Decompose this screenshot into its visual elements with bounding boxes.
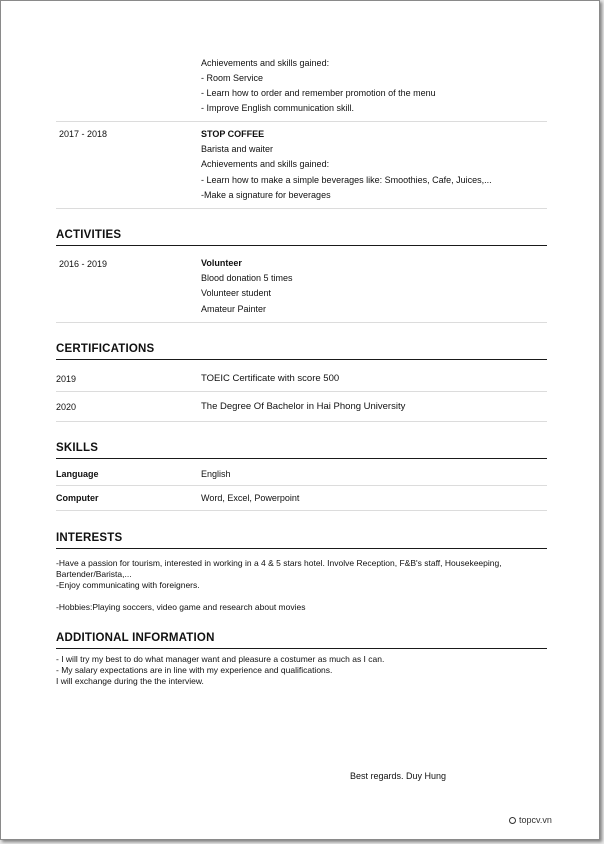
section-title-additional: ADDITIONAL INFORMATION [56,632,215,644]
achievements-title: Achievements and skills gained: [201,58,330,68]
divider [56,510,547,511]
activity-line: Volunteer student [201,288,272,298]
job-company: STOP COFFEE [201,129,265,139]
divider [56,485,547,486]
activity-date: 2016 - 2019 [59,259,108,269]
copyright-icon [509,817,516,824]
section-rule [56,359,547,360]
divider [56,421,547,422]
skill-value: Word, Excel, Powerpoint [201,493,300,503]
achievements-title: Achievements and skills gained: [201,159,330,169]
section-rule [56,458,547,459]
section-rule [56,648,547,649]
footer-brand[interactable] [509,815,552,825]
job-date: 2017 - 2018 [59,129,108,139]
certification-name: TOEIC Certificate with score 500 [201,373,340,384]
certification-name: The Degree Of Bachelor in Hai Phong University [201,401,406,412]
divider [56,208,547,209]
skill-label: Computer [56,493,99,503]
additional-line: - My salary expectations are in line with my experience and qualifications. [56,665,333,675]
certification-year: 2020 [56,402,77,412]
interests-line: -Enjoy communicating with foreigners. [56,580,200,590]
achievement-line: -Make a signature for beverages [201,190,331,200]
section-title-certifications: CERTIFICATIONS [56,343,155,355]
certification-year: 2019 [56,374,77,384]
section-title-activities: ACTIVITIES [56,229,122,241]
section-rule [56,245,547,246]
achievement-line: - Learn how to make a simple beverages like: Smoothies, Cafe, Juices,... [201,175,492,185]
skill-label: Language [56,469,99,479]
job-position: Barista and waiter [201,144,274,154]
divider [56,121,547,122]
achievement-line: - Improve English communication skill. [201,103,355,113]
activity-role: Volunteer [201,258,242,268]
divider [56,322,547,323]
section-title-skills: SKILLS [56,442,99,454]
additional-line: - I will try my best to do what manager want and pleasure a costumer as much as I can. [56,654,385,664]
achievement-line: - Room Service [201,73,264,83]
divider [56,391,547,392]
activity-line: Amateur Painter [201,304,267,314]
interests-line: -Hobbies:Playing soccers, video game and research about movies [56,602,306,612]
additional-line: I will exchange during the the interview. [56,676,204,686]
footer-brand-text: topcv.vn [519,815,552,825]
section-title-interests: INTERESTS [56,532,123,544]
skill-value: English [201,469,231,479]
interests-paragraph: -Have a passion for tourism, interested in working in a 4 & 5 stars hotel. Involve Reception, F&B's staff, Housekeeping, Bartender/Barista,... [56,558,502,579]
activity-line: Blood donation 5 times [201,273,293,283]
achievement-line: - Learn how to order and remember promotion of the menu [201,88,436,98]
signature: Best regards. Duy Hung [350,771,447,781]
section-rule [56,548,547,549]
